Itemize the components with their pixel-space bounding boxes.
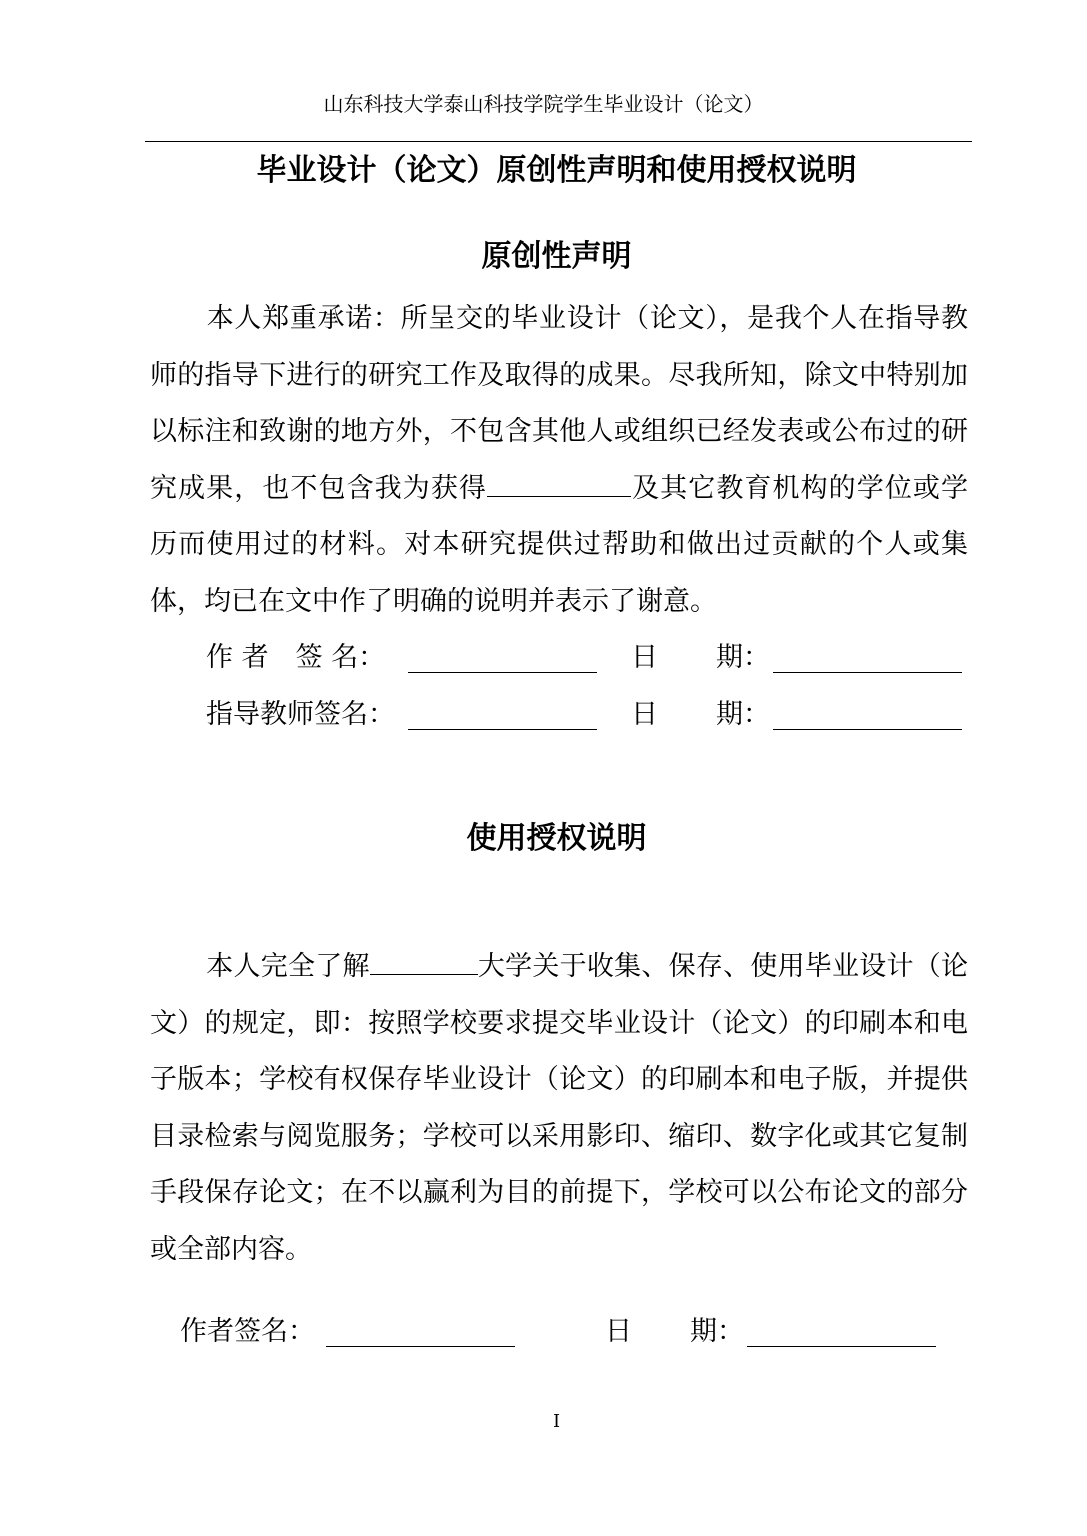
author-sign-label: 作 者 签 名： [206,642,386,673]
author-signature-row [206,640,966,680]
authorization-paragraph [150,939,968,1279]
originality-text-part1: 本人郑重承诺：所呈交的毕业设计（论文），是我个人在指导教师的指导下进行的研究工作及取得的成果。尽我所知，除文中特别加以标注和致谢的地方外，不包含其他人或组织已经发表或公布过的研究成果，也不包含我为获得 [150,303,968,504]
authorization-signature-row [180,1314,940,1354]
date-label-char1: 日 [605,1316,632,1347]
date-label-char1: 日 [631,642,658,673]
advisor-date-line[interactable] [773,729,962,730]
degree-blank-field[interactable] [487,470,631,497]
advisor-signature-line[interactable] [408,729,597,730]
authorization-date-line[interactable] [747,1346,936,1347]
authorization-text-part1: 本人完全了解 [206,951,370,982]
advisor-sign-label: 指导教师签名： [206,699,395,730]
date-label-char2: 期： [716,699,770,730]
authorization-heading: 使用授权说明 [466,821,647,856]
originality-heading: 原创性声明 [481,239,632,274]
date-label-char2: 期： [690,1316,744,1347]
author-signature-line[interactable] [408,672,597,673]
page-number: I [552,1411,561,1432]
header-institution: 山东科技大学泰山科技学院学生毕业设计（论文） [323,92,764,116]
document-title: 毕业设计（论文）原创性声明和使用授权说明 [256,153,857,188]
author-sign-label: 作者签名： [180,1316,315,1347]
advisor-signature-row [206,697,966,737]
date-label-char1: 日 [631,699,658,730]
originality-paragraph [150,291,968,631]
author-date-line[interactable] [773,672,962,673]
date-label-char2: 期： [716,642,770,673]
authorization-signature-line[interactable] [326,1346,515,1347]
authorization-text-part2: 大学关于收集、保存、使用毕业设计（论文）的规定，即：按照学校要求提交毕业设计（论文）的印刷本和电子版本；学校有权保存毕业设计（论文）的印刷本和电子版，并提供目录检索与阅览服务；学校可以采用影印、缩印、数字化或其它复制手段保存论文；在不以赢利为目的前提下，学校可以公布论文的部分或全部内容。 [150,951,969,1265]
originality-text-part2: 及其它教育机构的学位或学历而使用过的材料。对本研究提供过帮助和做出过贡献的个人或集体，均已在文中作了明确的说明并表示了谢意。 [150,472,968,617]
header-divider [145,141,972,142]
university-blank-field[interactable] [370,948,478,975]
